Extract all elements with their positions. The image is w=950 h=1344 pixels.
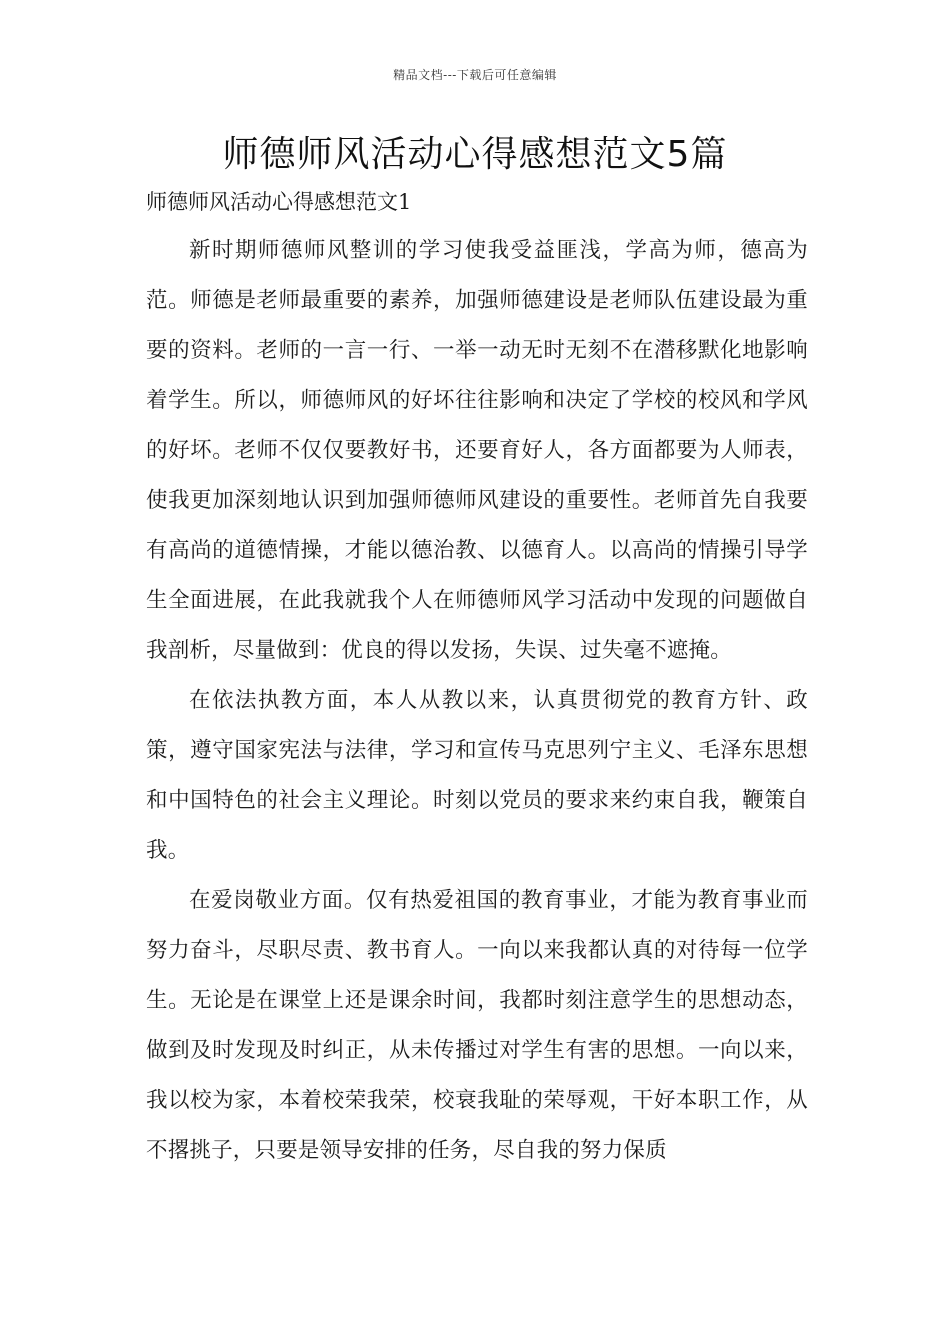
header-note: 精品文档---下载后可任意编辑 (393, 68, 557, 82)
paragraph-1: 新时期师德师风整训的学习使我受益匪浅，学高为师，德高为范。师德是老师最重要的素养，加强师德建设是老师队伍建设最为重要的资料。老师的一言一行、一举一动无时无刻不在潜移默化地影响着学生。所以，师德师风的好坏往往影响和决定了学校的校风和学风的好坏。老师不仅仅要教好书，还要育好人，各方面都要为人师表，使我更加深刻地认识到加强师德师风建设的重要性。老师首先自我要有高尚的道德情操，才能以德治教、以德育人。以高尚的情操引导学生全面进展，在此我就我个人在师德师风学习活动中发现的问题做自我剖析，尽量做到：优良的得以发扬，失误、过失毫不遮掩。 (146, 238, 808, 663)
paragraph-3: 在爱岗敬业方面。仅有热爱祖国的教育事业，才能为教育事业而努力奋斗，尽职尽责、教书育人。一向以来我都认真的对待每一位学生。无论是在课堂上还是课余时间，我都时刻注意学生的思想动态，做到及时发现及时纠正，从未传播过对学生有害的思想。一向以来，我以校为家，本着校荣我荣，校衰我耻的荣辱观，干好本职工作，从不撂挑子，只要是领导安排的任务，尽自我的努力保质 (146, 888, 808, 1163)
document-body (146, 226, 808, 1176)
section-subheading: 师德师风活动心得感想范文1 (146, 190, 412, 214)
paragraph-2: 在依法执教方面，本人从教以来，认真贯彻党的教育方针、政策，遵守国家宪法与法律，学习和宣传马克思列宁主义、毛泽东思想和中国特色的社会主义理论。时刻以党员的要求来约束自我，鞭策自我。 (146, 688, 808, 863)
document-title: 师德师风活动心得感想范文5篇 (222, 134, 728, 175)
